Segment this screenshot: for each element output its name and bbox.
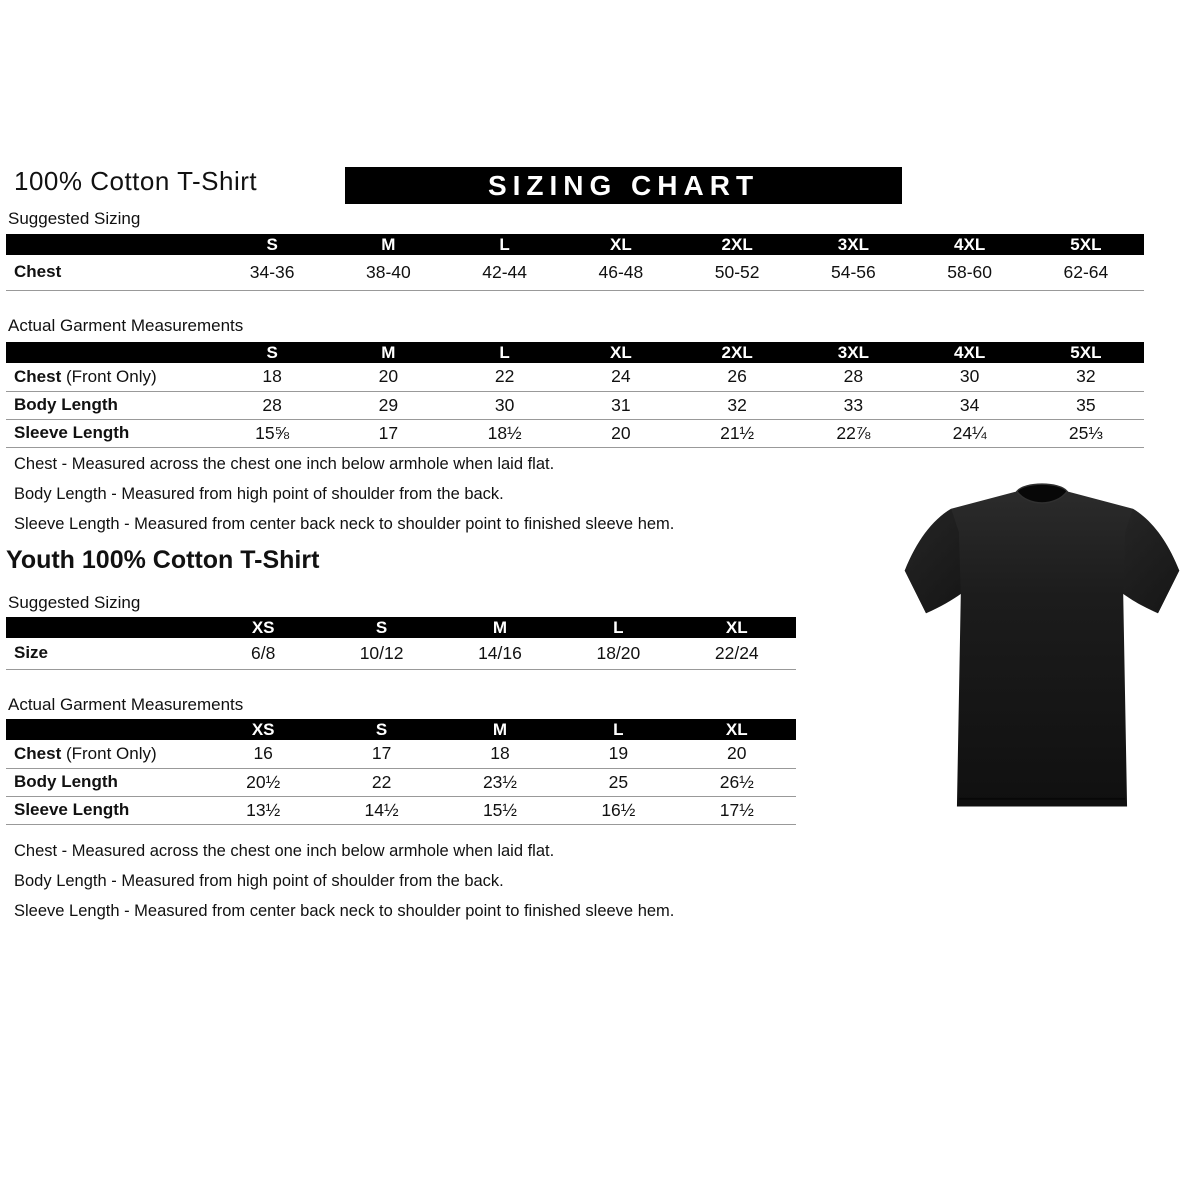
size-column-header: S	[214, 234, 330, 255]
table-row	[6, 796, 796, 824]
measurement-cell: 58-60	[947, 261, 992, 282]
size-column-header: 3XL	[795, 234, 911, 255]
row-label-cell	[6, 638, 204, 669]
header-corner-cell	[6, 234, 214, 255]
measurement-cell: 18	[490, 743, 510, 764]
row-label-cell	[6, 363, 214, 391]
table-row	[6, 391, 1144, 419]
row-label-cell	[6, 796, 204, 824]
measurement-cell: 15½	[482, 799, 517, 820]
table-row	[6, 638, 796, 669]
measurement-cell: 28	[843, 366, 864, 387]
adult-measurement-notes	[14, 453, 674, 543]
sleeve-length-note: Sleeve Length - Measured from center back neck to shoulder point to finished sleeve hem.	[14, 902, 675, 920]
adult-suggested-sizing-table	[6, 234, 1144, 291]
measurement-cell: 33	[843, 394, 864, 415]
row-label: Sleeve Length	[14, 423, 130, 442]
size-column-header: M	[330, 234, 446, 255]
size-column-header: L	[559, 719, 677, 740]
measurement-cell: 26½	[719, 771, 754, 792]
measurement-cell: 6/8	[251, 642, 276, 663]
row-label-suffix: (Front Only)	[61, 366, 157, 386]
size-column-header: S	[214, 342, 330, 363]
measurement-cell: 14½	[364, 799, 399, 820]
measurement-cell: 16½	[601, 799, 636, 820]
measurement-cell: 10/12	[359, 642, 404, 663]
measurement-cell: 42-44	[482, 261, 527, 282]
table-header-row	[6, 719, 796, 740]
size-column-header: L	[447, 234, 563, 255]
measurement-cell: 31	[611, 394, 631, 415]
size-column-header: S	[322, 617, 440, 638]
youth-measurement-notes	[14, 840, 674, 930]
body-length-note: Body Length - Measured from high point of shoulder from the back.	[14, 872, 504, 890]
measurement-cell: 17½	[719, 799, 754, 820]
measurement-cell: 18	[262, 366, 282, 387]
chest-note: Chest - Measured across the chest one inch below armhole when laid flat.	[14, 455, 555, 473]
tshirt-illustration	[896, 474, 1188, 822]
table-header-row	[6, 617, 796, 638]
measurement-cell: 17	[371, 743, 392, 764]
measurement-cell: 38-40	[365, 261, 411, 282]
measurement-cell: 20	[378, 366, 399, 387]
measurement-cell: 32	[727, 394, 747, 415]
measurement-cell: 29	[378, 394, 399, 415]
row-label-cell	[6, 768, 204, 796]
row-label-suffix: (Front Only)	[61, 743, 157, 763]
measurement-cell: 22⅞	[836, 422, 871, 443]
youth-actual-measurements-label: Actual Garment Measurements	[8, 695, 244, 714]
row-label: Sleeve Length	[14, 800, 130, 819]
size-column-header: M	[330, 342, 446, 363]
header-corner-cell	[6, 342, 214, 363]
body-length-note: Body Length - Measured from high point of shoulder from the back.	[14, 485, 504, 503]
row-label-cell	[6, 419, 214, 447]
adult-actual-measurements-label: Actual Garment Measurements	[8, 316, 244, 335]
measurement-cell: 14/16	[478, 642, 522, 663]
table-row	[6, 768, 796, 796]
table-row	[6, 255, 1144, 290]
size-column-header: XS	[204, 617, 322, 638]
measurement-cell: 21½	[720, 422, 755, 443]
size-column-header: 2XL	[679, 342, 795, 363]
measurement-cell: 46-48	[598, 261, 644, 282]
row-label-cell	[6, 255, 214, 290]
measurement-cell: 20	[727, 743, 747, 764]
measurement-cell: 25⅓	[1068, 422, 1103, 443]
youth-suggested-sizing-table	[6, 617, 796, 670]
measurement-cell: 50-52	[714, 261, 760, 282]
size-column-header: M	[441, 719, 559, 740]
measurement-cell: 17	[378, 422, 399, 443]
measurement-cell: 23½	[482, 771, 517, 792]
measurement-cell: 16	[253, 743, 273, 764]
youth-actual-measurements-table	[6, 719, 796, 825]
measurement-cell: 54-56	[830, 261, 876, 282]
measurement-cell: 26	[727, 366, 747, 387]
size-column-header: XL	[563, 234, 679, 255]
row-label: Size	[14, 643, 49, 663]
adult-actual-measurements-table	[6, 342, 1144, 448]
row-label-cell	[6, 391, 214, 419]
youth-suggested-sizing-label: Suggested Sizing	[8, 593, 141, 612]
size-column-header: 3XL	[795, 342, 911, 363]
measurement-cell: 25	[608, 771, 629, 792]
measurement-cell: 18/20	[596, 642, 641, 663]
size-column-header: 2XL	[679, 234, 795, 255]
measurement-cell: 15⅝	[255, 422, 290, 443]
row-label: Chest	[14, 743, 62, 763]
chest-note: Chest - Measured across the chest one inch below armhole when laid flat.	[14, 842, 555, 860]
measurement-cell: 28	[262, 394, 282, 415]
table-row	[6, 363, 1144, 391]
size-column-header: 4XL	[912, 234, 1028, 255]
measurement-cell: 30	[959, 366, 980, 387]
sleeve-length-note: Sleeve Length - Measured from center back neck to shoulder point to finished sleeve hem.	[14, 515, 675, 533]
measurement-cell: 22/24	[714, 642, 759, 663]
adult-suggested-sizing-label: Suggested Sizing	[8, 209, 141, 228]
header-corner-cell	[6, 719, 204, 740]
measurement-cell: 34	[959, 394, 980, 415]
size-column-header: XL	[678, 617, 796, 638]
size-column-header: 4XL	[912, 342, 1028, 363]
measurement-cell: 24¼	[952, 422, 987, 443]
measurement-cell: 22	[371, 771, 392, 792]
tshirt-left-sleeve-shade	[905, 509, 961, 613]
black-tshirt-photo	[896, 474, 1188, 822]
measurement-cell: 34-36	[249, 261, 295, 282]
size-column-header: XL	[563, 342, 679, 363]
adult-section-title: 100% Cotton T-Shirt	[14, 166, 258, 196]
size-column-header: S	[322, 719, 440, 740]
measurement-cell: 32	[1076, 366, 1096, 387]
measurement-cell: 19	[608, 743, 629, 764]
size-column-header: XS	[204, 719, 322, 740]
tshirt-right-sleeve-shade	[1123, 509, 1179, 613]
size-column-header: 5XL	[1028, 234, 1144, 255]
measurement-cell: 62-64	[1063, 261, 1109, 282]
measurement-cell: 35	[1076, 394, 1096, 415]
table-header-row	[6, 342, 1144, 363]
measurement-cell: 18½	[487, 422, 522, 443]
size-column-header: L	[447, 342, 563, 363]
youth-section-title: Youth 100% Cotton T-Shirt	[6, 546, 320, 574]
size-column-header: M	[441, 617, 559, 638]
size-column-header: L	[559, 617, 677, 638]
measurement-cell: 13½	[246, 799, 281, 820]
row-label: Body Length	[14, 772, 118, 791]
measurement-cell: 30	[494, 394, 515, 415]
table-row	[6, 419, 1144, 447]
table-row	[6, 740, 796, 768]
table-header-row	[6, 234, 1144, 255]
row-label: Chest	[14, 262, 62, 282]
measurement-cell: 20	[611, 422, 631, 443]
header-corner-cell	[6, 617, 204, 638]
measurement-cell: 22	[494, 366, 515, 387]
measurement-cell: 20½	[246, 771, 281, 792]
sizing-chart-banner: SIZING CHART	[345, 167, 902, 204]
size-column-header: 5XL	[1028, 342, 1144, 363]
size-column-header: XL	[678, 719, 796, 740]
row-label-cell	[6, 740, 204, 768]
measurement-cell: 24	[611, 366, 631, 387]
row-label: Body Length	[14, 395, 118, 414]
row-label: Chest	[14, 366, 62, 386]
